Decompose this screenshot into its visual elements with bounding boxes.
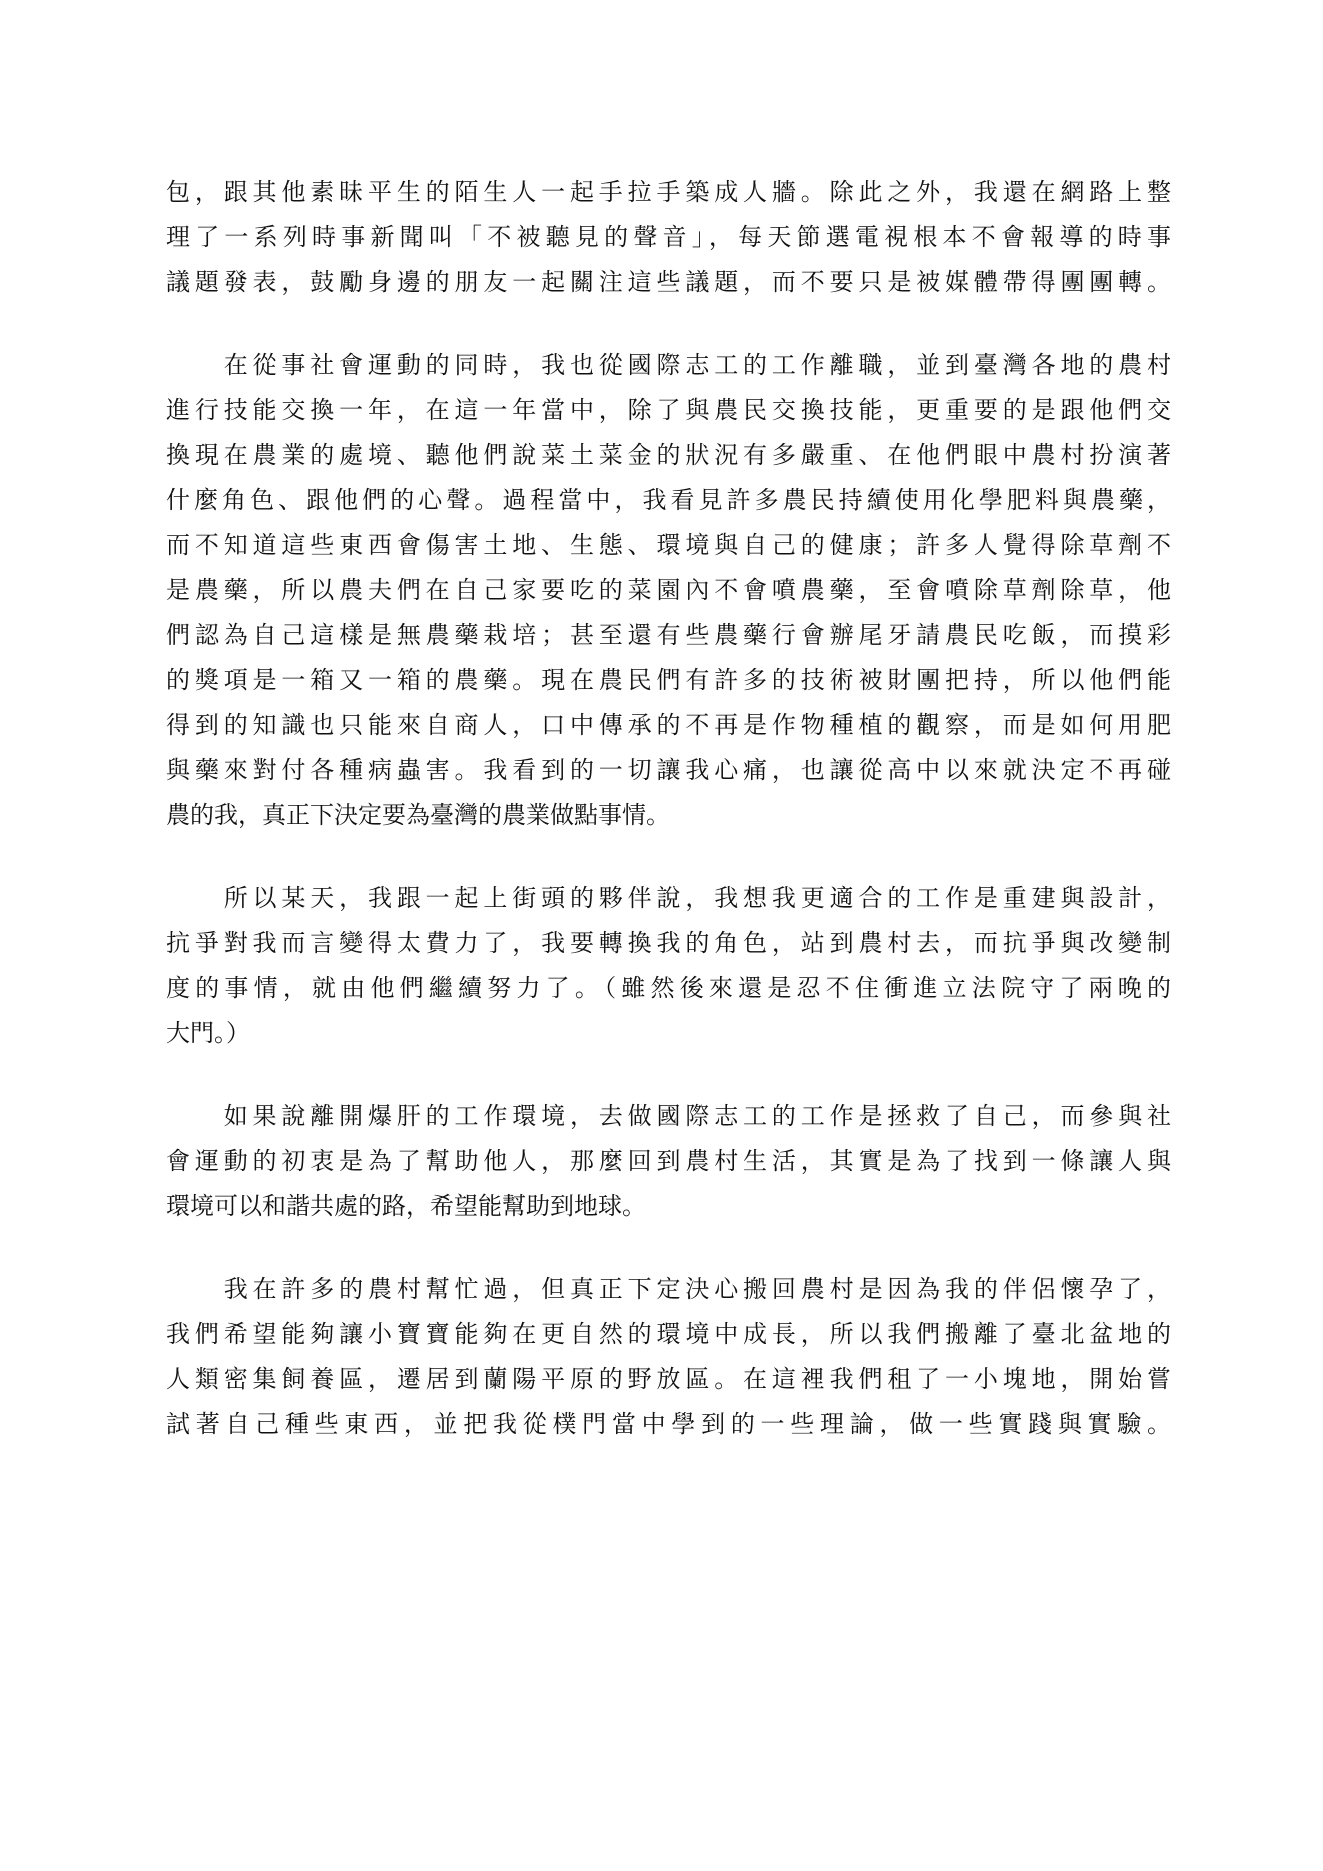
text-line: 什麼角色、跟他們的心聲。過程當中，我看見許多農民持續使用化學肥料與農藥，	[166, 486, 1171, 514]
text-line: 與藥來對付各種病蟲害。我看到的一切讓我心痛，也讓從高中以來就決定不再碰	[166, 756, 1171, 784]
text-line: 抗爭對我而言變得太費力了，我要轉換我的角色，站到農村去，而抗爭與改變制	[166, 929, 1171, 957]
text-line: 而不知道這些東西會傷害土地、生態、環境與自己的健康；許多人覺得除草劑不	[166, 531, 1171, 559]
text-line: 我們希望能夠讓小寶寶能夠在更自然的環境中成長，所以我們搬離了臺北盆地的	[166, 1320, 1171, 1348]
text-line: 環境可以和諧共處的路，希望能幫助到地球。	[166, 1192, 646, 1220]
paragraph-3	[166, 876, 1171, 1056]
paragraph-2	[166, 343, 1171, 838]
paragraph-5	[166, 1267, 1171, 1447]
text-line: 大門。）	[166, 1019, 250, 1047]
text-line: 理了一系列時事新聞叫「不被聽見的聲音」，每天節選電視根本不會報導的時事	[166, 223, 1171, 251]
text-line: 在從事社會運動的同時，我也從國際志工的工作離職，並到臺灣各地的農村	[166, 351, 1171, 379]
text-line: 度的事情，就由他們繼續努力了。（雖然後來還是忍不住衝進立法院守了兩晚的	[166, 974, 1171, 1002]
text-line: 換現在農業的處境、聽他們說菜土菜金的狀況有多嚴重、在他們眼中農村扮演著	[166, 441, 1171, 469]
text-line: 所以某天，我跟一起上街頭的夥伴說，我想我更適合的工作是重建與設計，	[166, 884, 1171, 912]
text-line: 進行技能交換一年，在這一年當中，除了與農民交換技能，更重要的是跟他們交	[166, 396, 1171, 424]
text-line: 人類密集飼養區，遷居到蘭陽平原的野放區。在這裡我們租了一小塊地，開始嘗	[166, 1365, 1171, 1393]
text-line: 會運動的初衷是為了幫助他人，那麼回到農村生活，其實是為了找到一條讓人與	[166, 1147, 1171, 1175]
text-line: 得到的知識也只能來自商人，口中傳承的不再是作物種植的觀察，而是如何用肥	[166, 711, 1171, 739]
body-text	[166, 170, 1171, 1485]
text-line: 我在許多的農村幫忙過，但真正下定決心搬回農村是因為我的伴侶懷孕了，	[166, 1275, 1171, 1303]
text-line: 們認為自己這樣是無農藥栽培；甚至還有些農藥行會辦尾牙請農民吃飯，而摸彩	[166, 621, 1171, 649]
text-line: 是農藥，所以農夫們在自己家要吃的菜園內不會噴農藥，至會噴除草劑除草，他	[166, 576, 1171, 604]
text-line: 的獎項是一箱又一箱的農藥。現在農民們有許多的技術被財團把持，所以他們能	[166, 666, 1171, 694]
text-line: 議題發表，鼓勵身邊的朋友一起關注這些議題，而不要只是被媒體帶得團團轉。	[166, 268, 1171, 296]
paragraph-4	[166, 1094, 1171, 1229]
text-line: 試著自己種些東西，並把我從樸門當中學到的一些理論，做一些實踐與實驗。	[166, 1410, 1171, 1438]
text-line: 農的我，真正下決定要為臺灣的農業做點事情。	[166, 801, 670, 829]
paragraph-1	[166, 170, 1171, 305]
text-line: 包，跟其他素昧平生的陌生人一起手拉手築成人牆。除此之外，我還在網路上整	[166, 178, 1171, 206]
text-line: 如果說離開爆肝的工作環境，去做國際志工的工作是拯救了自己，而參與社	[166, 1102, 1171, 1130]
